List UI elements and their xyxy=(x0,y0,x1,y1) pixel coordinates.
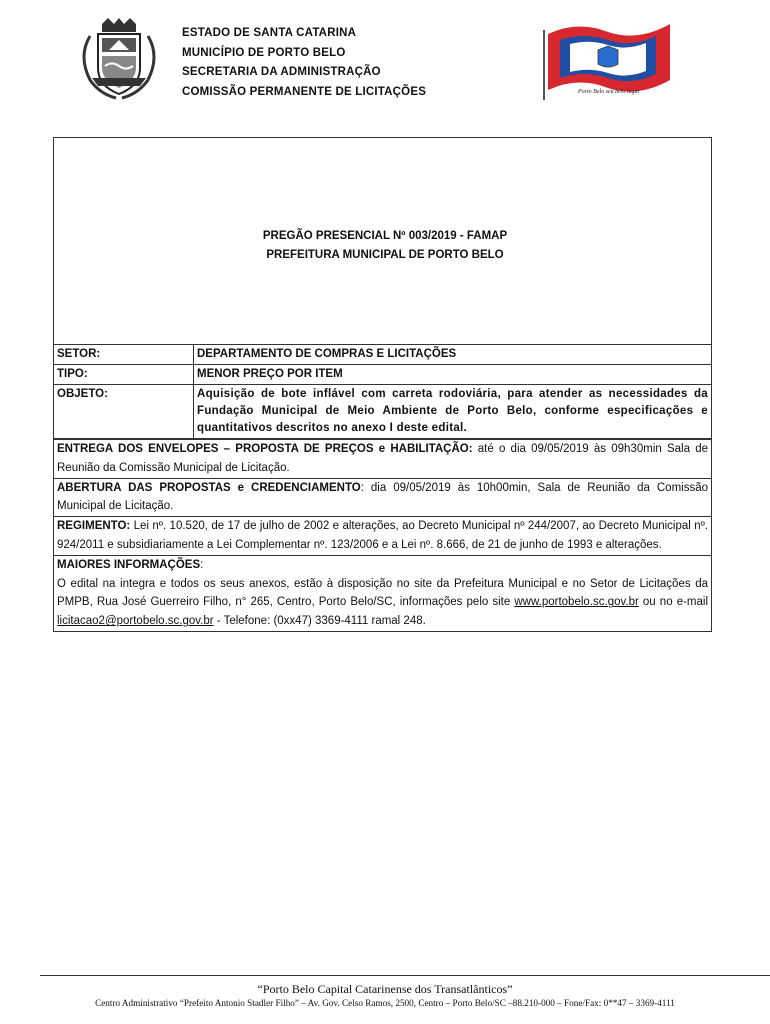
info-label: TIPO: xyxy=(54,365,194,385)
footer-address: Centro Administrativo “Prefeito Antonio Stadler Filho” – Av. Gov. Celso Ramos, 2500, Centro – Porto Belo/SC –88.210-000 – Fone/Fax: 0**47 – 3369-4111 xyxy=(95,998,675,1008)
website-link[interactable]: www.portobelo.sc.gov.br xyxy=(514,596,639,609)
header-state: ESTADO DE SANTA CATARINA xyxy=(182,27,357,39)
header-secretariat: SECRETARIA DA ADMINISTRAÇÃO xyxy=(182,66,381,78)
entrega-label: ENTREGA DOS ENVELOPES – PROPOSTA DE PREÇOS e HABILITAÇÃO: xyxy=(57,443,473,455)
header-commission: COMISSÃO PERMANENTE DE LICITAÇÕES xyxy=(182,85,427,98)
info-row-objeto xyxy=(54,385,712,439)
footer-divider xyxy=(40,975,770,976)
details-blocks xyxy=(53,439,712,632)
header-block xyxy=(182,24,426,102)
entrega-text: até o dia 09/05/2019 às 09h30min Sala de Reunião da Comissão Municipal de Licitação. xyxy=(57,443,709,474)
more-info-block xyxy=(54,555,711,631)
abertura-block xyxy=(54,478,711,517)
info-value: DEPARTAMENTO DE COMPRAS E LICITAÇÕES xyxy=(194,345,712,365)
header-municipality: MUNICÍPIO DE PORTO BELO xyxy=(182,46,346,59)
city-flag-logo xyxy=(540,20,680,100)
info-value: Aquisição de bote inflável com carreta rodoviária, para atender as necessidades da Fundação Municipal de Meio Ambiente de Porto Belo, conforme especificações e quantitativos descritos no anexo I deste edital. xyxy=(194,385,712,439)
regimento-block xyxy=(54,516,711,555)
info-label: SETOR: xyxy=(54,345,194,365)
regimento-text: Lei nº. 10.520, de 17 de julho de 2002 e alterações, ao Decreto Municipal nº 244/2007, ao Decreto Municipal nº. 924/2011 e subsidiariamente a Lei Complementar nº. 123/2006 e a Lei nº. 8.666, de 21 de junho de 1993 e alterações. xyxy=(57,520,708,551)
regimento-label: REGIMENTO: xyxy=(57,520,131,533)
more-info-text: O edital na integra e todos os seus anexos, estão à disposição no site da Prefeitura Municipal e no Setor de Licitações da PMPB, Rua José Guerreiro Filho, n° 265, Centro, Porto Belo/SC, informações pelo site xyxy=(57,577,708,609)
document-title: PREGÃO PRESENCIAL Nº 003/2019 - FAMAP xyxy=(262,230,508,242)
coat-of-arms-logo xyxy=(72,16,166,102)
more-info-text: - Telefone: (0xx47) 3369-4111 ramal 248. xyxy=(213,615,426,628)
entrega-block xyxy=(54,439,711,478)
abertura-label: ABERTURA DAS PROPOSTAS e CREDENCIAMENTO xyxy=(57,481,361,494)
abertura-text: : dia 09/05/2019 às 10h00min, Sala de Reunião da Comissão Municipal de Licitação. xyxy=(57,481,708,513)
document-subtitle: PREFEITURA MUNICIPAL DE PORTO BELO xyxy=(266,249,504,261)
info-table xyxy=(53,344,712,439)
flag-motto: Porto Belo seu belo lugar xyxy=(578,89,640,95)
info-value: MENOR PREÇO POR ITEM xyxy=(194,365,712,385)
email-link[interactable]: licitacao2@portobelo.sc.gov.br xyxy=(57,615,214,628)
more-info-text: ou no e-mail xyxy=(638,596,708,609)
more-info-label: MAIORES INFORMAÇÕES xyxy=(57,558,201,571)
info-row-setor xyxy=(54,345,712,365)
footer-slogan: “Porto Belo Capital Catarinense dos Transatlânticos” xyxy=(257,982,513,996)
info-row-tipo xyxy=(54,365,712,385)
info-label: OBJETO: xyxy=(54,385,194,439)
more-info-colon: : xyxy=(200,558,204,571)
